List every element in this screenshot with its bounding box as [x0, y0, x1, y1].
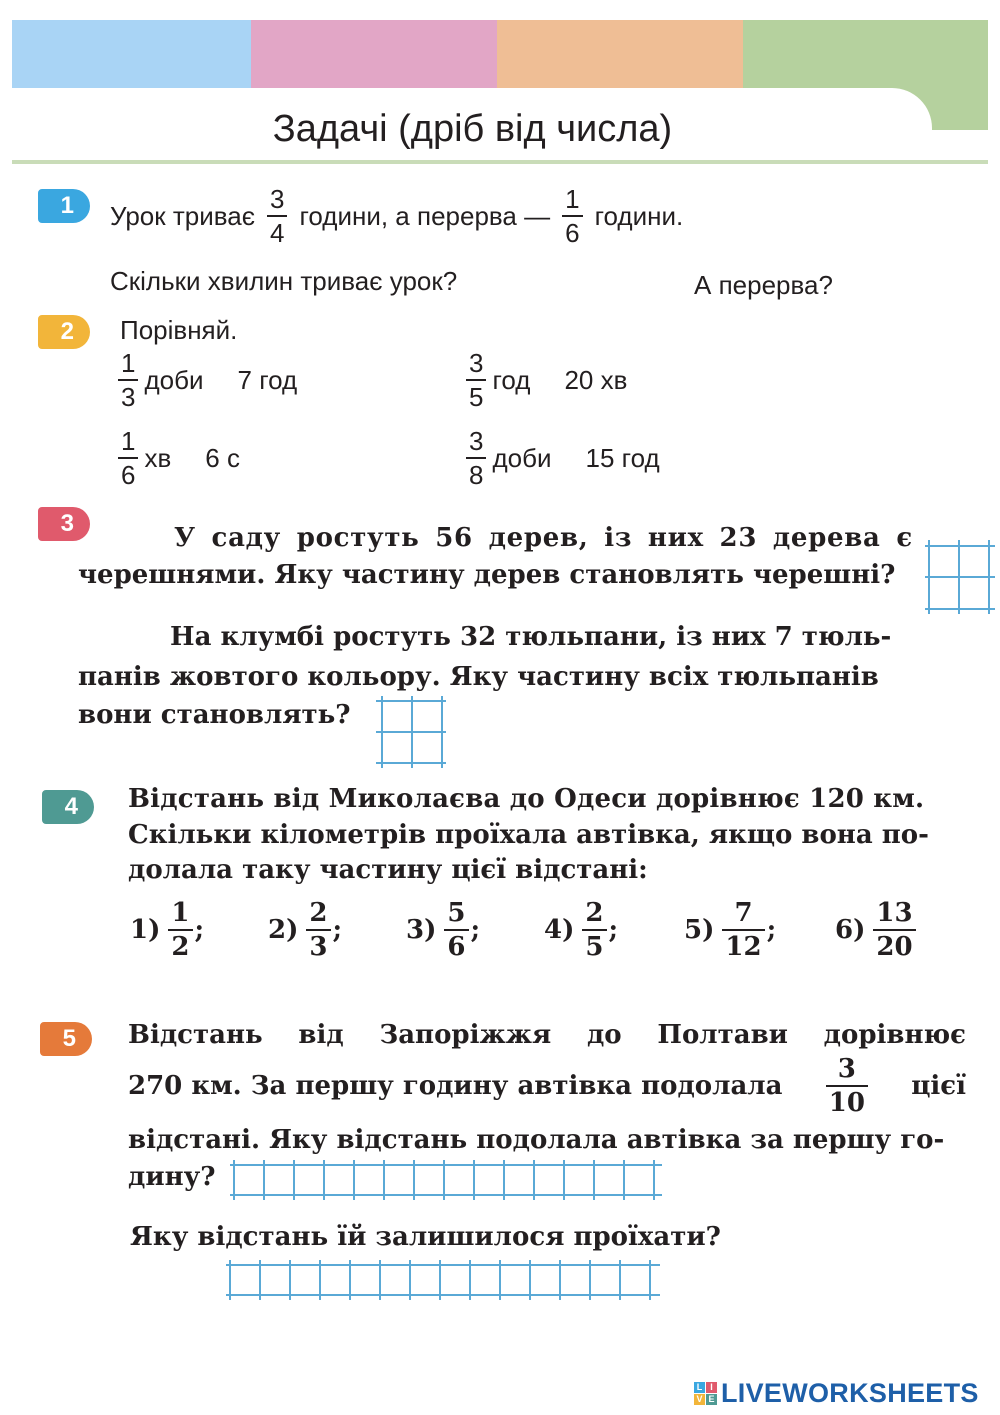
task5-answer-grid-1[interactable]: [230, 1160, 662, 1200]
header-band-orange: [497, 20, 743, 88]
task1-badge: 1: [38, 189, 90, 223]
task5-question: Яку відстань їй залишилося проїхати?: [130, 1222, 721, 1252]
task4-line1: Відстань від Миколаєва до Одеси дорівнює 120 км.: [128, 784, 925, 814]
task3-badge: 3: [38, 507, 90, 541]
task1-question-lesson: Скільки хвилин триває урок?: [110, 266, 458, 296]
task3-p1-line1: У саду ростуть 56 дерев, із них 23 дерева є: [174, 523, 913, 553]
task1-text-c: години.: [594, 200, 684, 231]
task2-item-1: [118, 350, 297, 410]
task2-item-1-other: 7 год: [237, 364, 298, 395]
task2-item-4: [466, 428, 660, 488]
task2-label: Порівняй.: [120, 315, 238, 345]
task5-badge: 5: [40, 1022, 92, 1056]
task3-p2-line2: панів жовтого кольору. Яку частину всіх тюльпанів: [78, 662, 879, 692]
task2-item-3-unit: хв: [144, 442, 172, 473]
task2-item-3-fraction: $\frac{1}{6}$: [118, 428, 138, 488]
task4-option-6: 6) $\frac{13}{20}$: [835, 900, 918, 960]
task4-option-3: 3) $\frac{5}{6}$ ;: [406, 898, 481, 962]
task5-line2: [128, 1056, 966, 1116]
task5-line2-end: цієї: [911, 1071, 966, 1101]
task2-item-2-other: 20 хв: [564, 364, 628, 395]
task1-line1: [110, 186, 683, 246]
task1-question-break: А перерва?: [694, 270, 833, 300]
logo-text: LIVEWORKSHEETS: [721, 1378, 979, 1408]
task1-text-a: Урок триває: [110, 200, 256, 231]
header-band-pink: [251, 20, 497, 88]
task2-badge: 2: [38, 315, 90, 349]
task5-line2-text: 270 км. За першу годину автівка подолала: [128, 1071, 783, 1101]
logo-mark: L I V E: [694, 1382, 717, 1405]
task5-line1: Відстань від Запоріжжя до Полтави дорівнює: [128, 1020, 966, 1050]
task2-item-4-unit: доби: [492, 442, 552, 473]
task4-line2: Скільки кілометрів проїхала автівка, якщо вона по-: [128, 820, 929, 850]
task3-p2-line1: На клумбі ростуть 32 тюльпани, із них 7 тюль-: [170, 622, 892, 652]
page-title: Задачі (дріб від числа): [272, 108, 673, 150]
task4-option-4: 4) $\frac{2}{5}$ ;: [544, 898, 619, 962]
task2-item-1-unit: доби: [144, 364, 204, 395]
task4-option-2: 2) $\frac{2}{3}$ ;: [268, 898, 343, 962]
task3-p1-line2: черешнями. Яку частину дерев становлять черешні?: [78, 560, 896, 590]
title-underline: [12, 160, 988, 164]
header-band-blue: [12, 20, 251, 88]
task5-line3: відстані. Яку відстань подолала автівка за першу го-: [128, 1125, 945, 1155]
task4-badge: 4: [42, 790, 94, 824]
task1-fraction-lesson: $\frac{3}{4}$: [267, 186, 287, 246]
task3-p2-line3: вони становлять?: [78, 700, 351, 730]
task4-line3: долала таку частину цієї відстані:: [128, 855, 648, 885]
task2-item-4-other: 15 год: [585, 442, 660, 473]
task2-item-3-other: 6 с: [205, 442, 240, 473]
task1-text-b: години, а перерва —: [299, 200, 551, 231]
task5-fraction: $\frac{3}{10}$: [826, 1056, 868, 1116]
task3-answer-grid-2[interactable]: [376, 696, 446, 768]
task5-answer-grid-2[interactable]: [226, 1260, 660, 1300]
task2-item-2-fraction: $\frac{3}{5}$: [466, 350, 486, 410]
liveworksheets-logo[interactable]: [694, 1378, 979, 1409]
task4-option-5: 5) $\frac{7}{12}$ ;: [684, 898, 777, 962]
task4-option-1: 1) $\frac{1}{2}$ ;: [130, 898, 205, 962]
task3-answer-grid-1[interactable]: [925, 540, 995, 614]
task2-item-3: [118, 428, 240, 488]
task2-item-1-fraction: $\frac{1}{3}$: [118, 350, 138, 410]
task2-item-2: [466, 350, 627, 410]
task1-fraction-break: $\frac{1}{6}$: [562, 186, 582, 246]
task2-item-2-unit: год: [492, 364, 531, 395]
task2-item-4-fraction: $\frac{3}{8}$: [466, 428, 486, 488]
task5-line4: дину?: [128, 1162, 216, 1192]
